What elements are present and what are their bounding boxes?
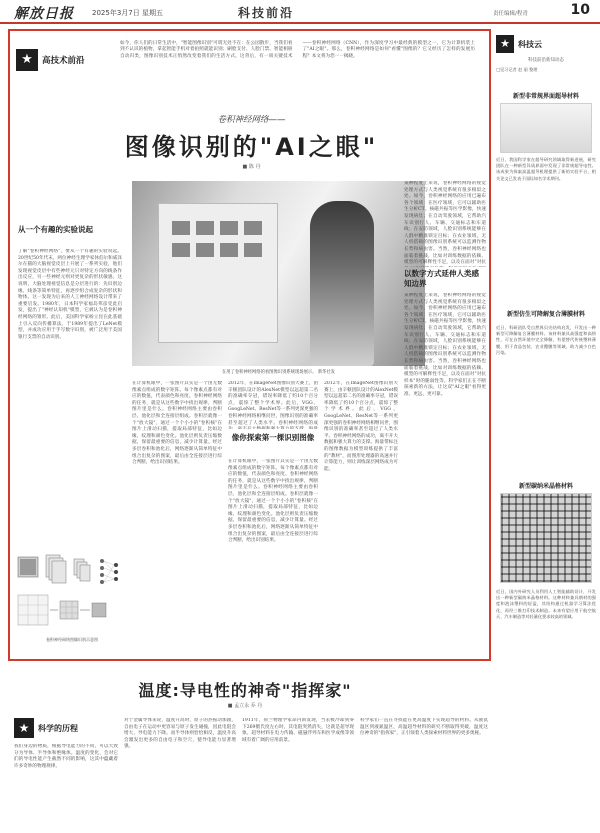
article-kicker: 卷积神经网络—— [217,115,286,125]
section-title: 科技前沿 [238,6,295,20]
pixel-grid [18,595,48,625]
article-intro: 如今，你人们的日常生活中，"智能图像识别"可谓无处不在：在公园散步，当我们看到不认识的植物，拿起智能手机对着拍照就能识别；刷脸支付、人脸门禁、智能相册自动归类，图像识别技术正悄然改变着我们的生活方式。这背后，有一项关键技术——卷积神经网络（CNN），作为深度学习中最经典的模型之一，它为计算机装上了"AI之眼"。那么，卷积神经网络是如何"看懂"图像的？它又经历了怎样的发展历程？本文将为您一一揭晓。 [120,41,475,59]
cnn-diagram [16,551,128,642]
visitor-figure [310,201,374,366]
feature-map-stack-2 [74,559,90,581]
subhead-first-image: 像你探索第一棵识别图像 [231,433,315,442]
bottom-column-3: 1911年，荷兰物理学家昂内斯发现，当汞被冷却到零下269摄氏度左右时，其电阻突然消失，这就是超导现象。超导材料在电力传输、磁悬浮列车和医学成像等领域有着广阔的应用前景。 [242,718,354,743]
photo-thumbnail [220,243,238,257]
article-column-1: 了解"卷积神经网络"，要从一个有趣的实验说起。20世纪50年代末，两位神经生理学家休伯尔和威泽尔在猫的大脑视觉皮层上开展了一系列实验，他们发现视觉皮层中有些神经元只对特定方向的线条作出反应，另一些神经元则对更复杂的形状敏感。这说明，大脑处理视觉信息是分层进行的：先识别边缘、线条等简单特征，再逐步组合成复杂的形状和物体。这一发现为后来的人工神经网络设计带来了重要启发。1980年，日本科学家福岛邦彦受此启发，提出了"神经认知机"模型，它被认为是卷积神经网络的雏形。此后，美国科学家杨立昆在此基础上引入反向传播算法，于1989年提出了LeNet模型，并成功应用于手写数字识别，被广泛用于美国银行支票的自动识别。 [18,249,122,340]
feature-map-stack-1 [46,555,66,583]
bottom-column-2: 对于金属导体来说，温度升高时，原子的热振动加剧，自由电子在运动中更容易与原子发生碰撞，因此电阻会增大，导电能力下降。而半导体则恰恰相反，温度升高会激发出更多的自由电子和空穴，使导电能力显著增强。 [124,718,236,750]
star-icon: ★ [16,49,38,71]
article-column-4: 2012年，在ImageNet图像识别大赛上，由辛顿团队设计的AlexNet模型以远超第二名的准确率夺冠，错误率降低了约10个百分点，震惊了整个学术界。此后，VGG、GoogLeNet、ResNet等一系列更深更强的卷积神经网络相继问世，图像识别的准确率甚至超过了人类水平。卷积神经网络的成功，离不开大数据和强大算力的支撑。海量带标注的图像数据为模型训练提供了丰富的"教材"，而图形处理器的高速并行计算能力，则让训练深层网络成为可能。 [324,381,398,472]
article-column-3b: 在计算机眼中，一张图片其实是一个由无数像素点组成的数字矩阵。每个像素点都有对应的数值，代表颜色和亮度。卷积神经网络的任务，就是从这些数字中找出规律，判断图片里是什么。卷积神经网络主要由卷积层、池化层和全连接层组成。卷积层就像一个"放大镜"，通过一个个小小的"卷积核"在图片上滑动扫描，提取局部特征，比如边缘、纹理和颜色变化。池化层则负责压缩数据，保留最重要的信息，减少计算量。经过多层卷积和池化后，网络逐渐从简单特征中组合出复杂的图案，最后由全连接层进行综合判断，给出识别结果。 [228,459,318,544]
news-item-image [500,103,592,153]
article-column-5a: 某种程度上来说，卷积神经网络的视觉处理方式与人类视觉系统有很多相似之处。如今，卷积神经网络的应用已遍布各个领域：在医疗领域，它可以辅助医生分析CT、核磁共振等医学影像，快速发现病灶；在自动驾驶领域，它帮助汽车识别行人、车辆、交通标志和车道线；在安防领域，人脸识别系统能够在人群中精准锁定目标；在农业领域，无人机搭载的图像识别系统可以监测作物长势和病虫害。当然，卷积神经网络也面临着挑战，比如对训练数据的依赖、模型的可解释性不足，以及在面对"对抗 [404,181,486,266]
page-number: 10 [570,2,590,18]
kernel-grid [60,601,78,619]
sidebar-header [496,35,542,53]
article-column-2: 在计算机眼中，一张图片其实是一个由无数像素点组成的数字矩阵。每个像素点都有对应的数值，代表颜色和亮度。卷积神经网络的任务，就是从这些数字中找出规律，判断图片里是什么。卷积神经网络主要由卷积层、池化层和全连接层组成。卷积层就像一个"放大镜"，通过一个个小小的"卷积核"在图片上滑动扫描，提取局部特征，比如边缘、纹理和颜色变化。池化层则负责压缩数据，保留最重要的信息，减少计算量。经过多层卷积和池化后，网络逐渐从简单特征中组合出复杂的图案，最后由全连接层进行综合判断，给出识别结果。 [132,381,222,466]
bottom-column-label: 科学的历程 [38,723,78,733]
column-header [16,49,85,71]
subhead-experiment: 从一个有趣的实验说起 [18,225,93,234]
connection-lines [104,561,114,582]
fully-connected-nodes [100,559,118,584]
page-header [0,0,600,24]
star-icon: ★ [496,35,514,53]
editor-credit: 责任编辑/程青 [493,11,528,17]
sidebar-label: 科技云 [518,39,542,49]
photo-thumbnail [172,243,190,257]
news-item-title: 新型碳纳米晶格材料 [518,483,573,490]
news-item-text: 近日，我国科学家在超导研究领域取得新进展，研究团队在一种新型异质界面中发现了非常规超导电性。该成果为探索高温超导机理提供了新的实验平台，相关论文已发表于国际知名学术期刊。 [496,157,596,181]
news-item-text: 近日，科研团队受自然界贝壳结构启发，开发出一种新型可降解复合薄膜材料。该材料兼具高强度和高韧性，可在自然环境中完全降解，有望替代传统塑料薄膜，用于食品包装、农业覆膜等领域，助力减少白色污染。 [496,325,596,355]
masthead-logo: 解放日报 [14,6,74,22]
photo-thumbnail [196,221,214,235]
article-byline: ■ 陈 丹 [242,164,261,170]
article-column-3a: 2012年，在ImageNet图像识别大赛上，由辛顿团队设计的AlexNet模型以远超第二名的准确率夺冠，错误率降低了约10个百分点，震惊了整个学术界。此后，VGG、GoogLeNet、ResNet等一系列更深更强的卷积神经网络相继问世，图像识别的准确率甚至超过了人类水平。卷积神经网络的成 [228,381,318,426]
sidebar-editor: □见习记者 赵 丽 整理 [496,67,538,72]
news-item-title: 新型仿生可降解复合薄膜材料 [506,311,585,318]
exhibition-photo [132,181,425,366]
main-article [8,29,491,661]
bottom-column-header [14,718,78,738]
diagram-caption: 卷积神经网络图像识别示意图 [46,637,98,642]
article-column-5b: 某种程度上来说，卷积神经网络的视觉处理方式与人类视觉系统有很多相似之处。如今，卷积神经网络的应用已遍布各个领域：在医疗领域，它可以辅助医生分析CT、核磁共振等医学影像，快速发现病灶；在自动驾驶领域，它帮助汽车识别行人、车辆、交通标志和车道线；在安防领域，人脸识别系统能够在人群中精准锁定目标；在农业领域，无人机搭载的图像识别系统可以监测作物长势和病虫害。当然，卷积神经网络也面临着挑战，比如对训练数据的依赖、模型的可解释性不足，以及在面对"对抗样本"时的脆弱性等。科学家们正在不断探索新的方法，让这双"AI之眼"看得更准、更远、更可靠。 [404,293,486,397]
bottom-column-4: 科学家们一直在寻找能在更高温度下实现超导的材料。从液氦温区到液氮温区，高温超导材料的研究不断取得突破，温度这位神奇的"指挥家"，正引领着人类探索材料世界的更多奥秘。 [360,718,488,737]
photo-caption: 在用了卷积神经网络的看图像识别系统现场展示。 新华社发 [221,370,336,375]
bottom-byline: ■ 孟立永 乔 丹 [227,703,263,709]
star-icon: ★ [14,718,34,738]
photo-thumbnail [220,221,238,235]
input-image-fill [20,559,36,575]
output-grid [92,603,106,617]
news-item-text: 近日，国内外研究人员利用人工智能辅助设计，开发出一种新型碳纳米晶格材料。这种材料兼具钢材的强度和泡沫塑料的轻盈，其结构通过机器学习算法优化，再经三维打印技术制造。未来有望应用于航空航天、汽车制造等对轻量化要求较高的领域。 [496,589,596,619]
photo-thumbnail [244,221,262,235]
sidebar-subtitle: 科技前沿新知动态 [528,58,564,63]
subhead-perception: 以数字方式延伸人类感知边界 [404,269,479,288]
photo-thumbnail [196,243,214,257]
photo-thumbnail [172,221,190,235]
lattice-image [500,493,592,583]
column-label: 高技术前沿 [42,56,85,66]
bottom-headline: 温度:导电性的神奇"指挥家" [138,681,352,700]
cnn-diagram-svg [16,551,128,631]
sidebar-tech-cloud [496,29,596,829]
news-item-title: 新型非常规界面超导材料 [512,93,579,100]
photo-thumbnail [244,243,262,257]
bottom-column-1: 我们身边的物质，根据导电能力的不同，可以大致分为导体、半导体和绝缘体。温度的变化，会对它们的导电性能产生截然不同的影响，这其中蕴藏着许多奇妙的物理规律。 [14,744,118,769]
article-headline: 图像识别的"AI之眼" [124,133,379,161]
issue-date: 2025年3月7日 星期五 [92,9,163,17]
